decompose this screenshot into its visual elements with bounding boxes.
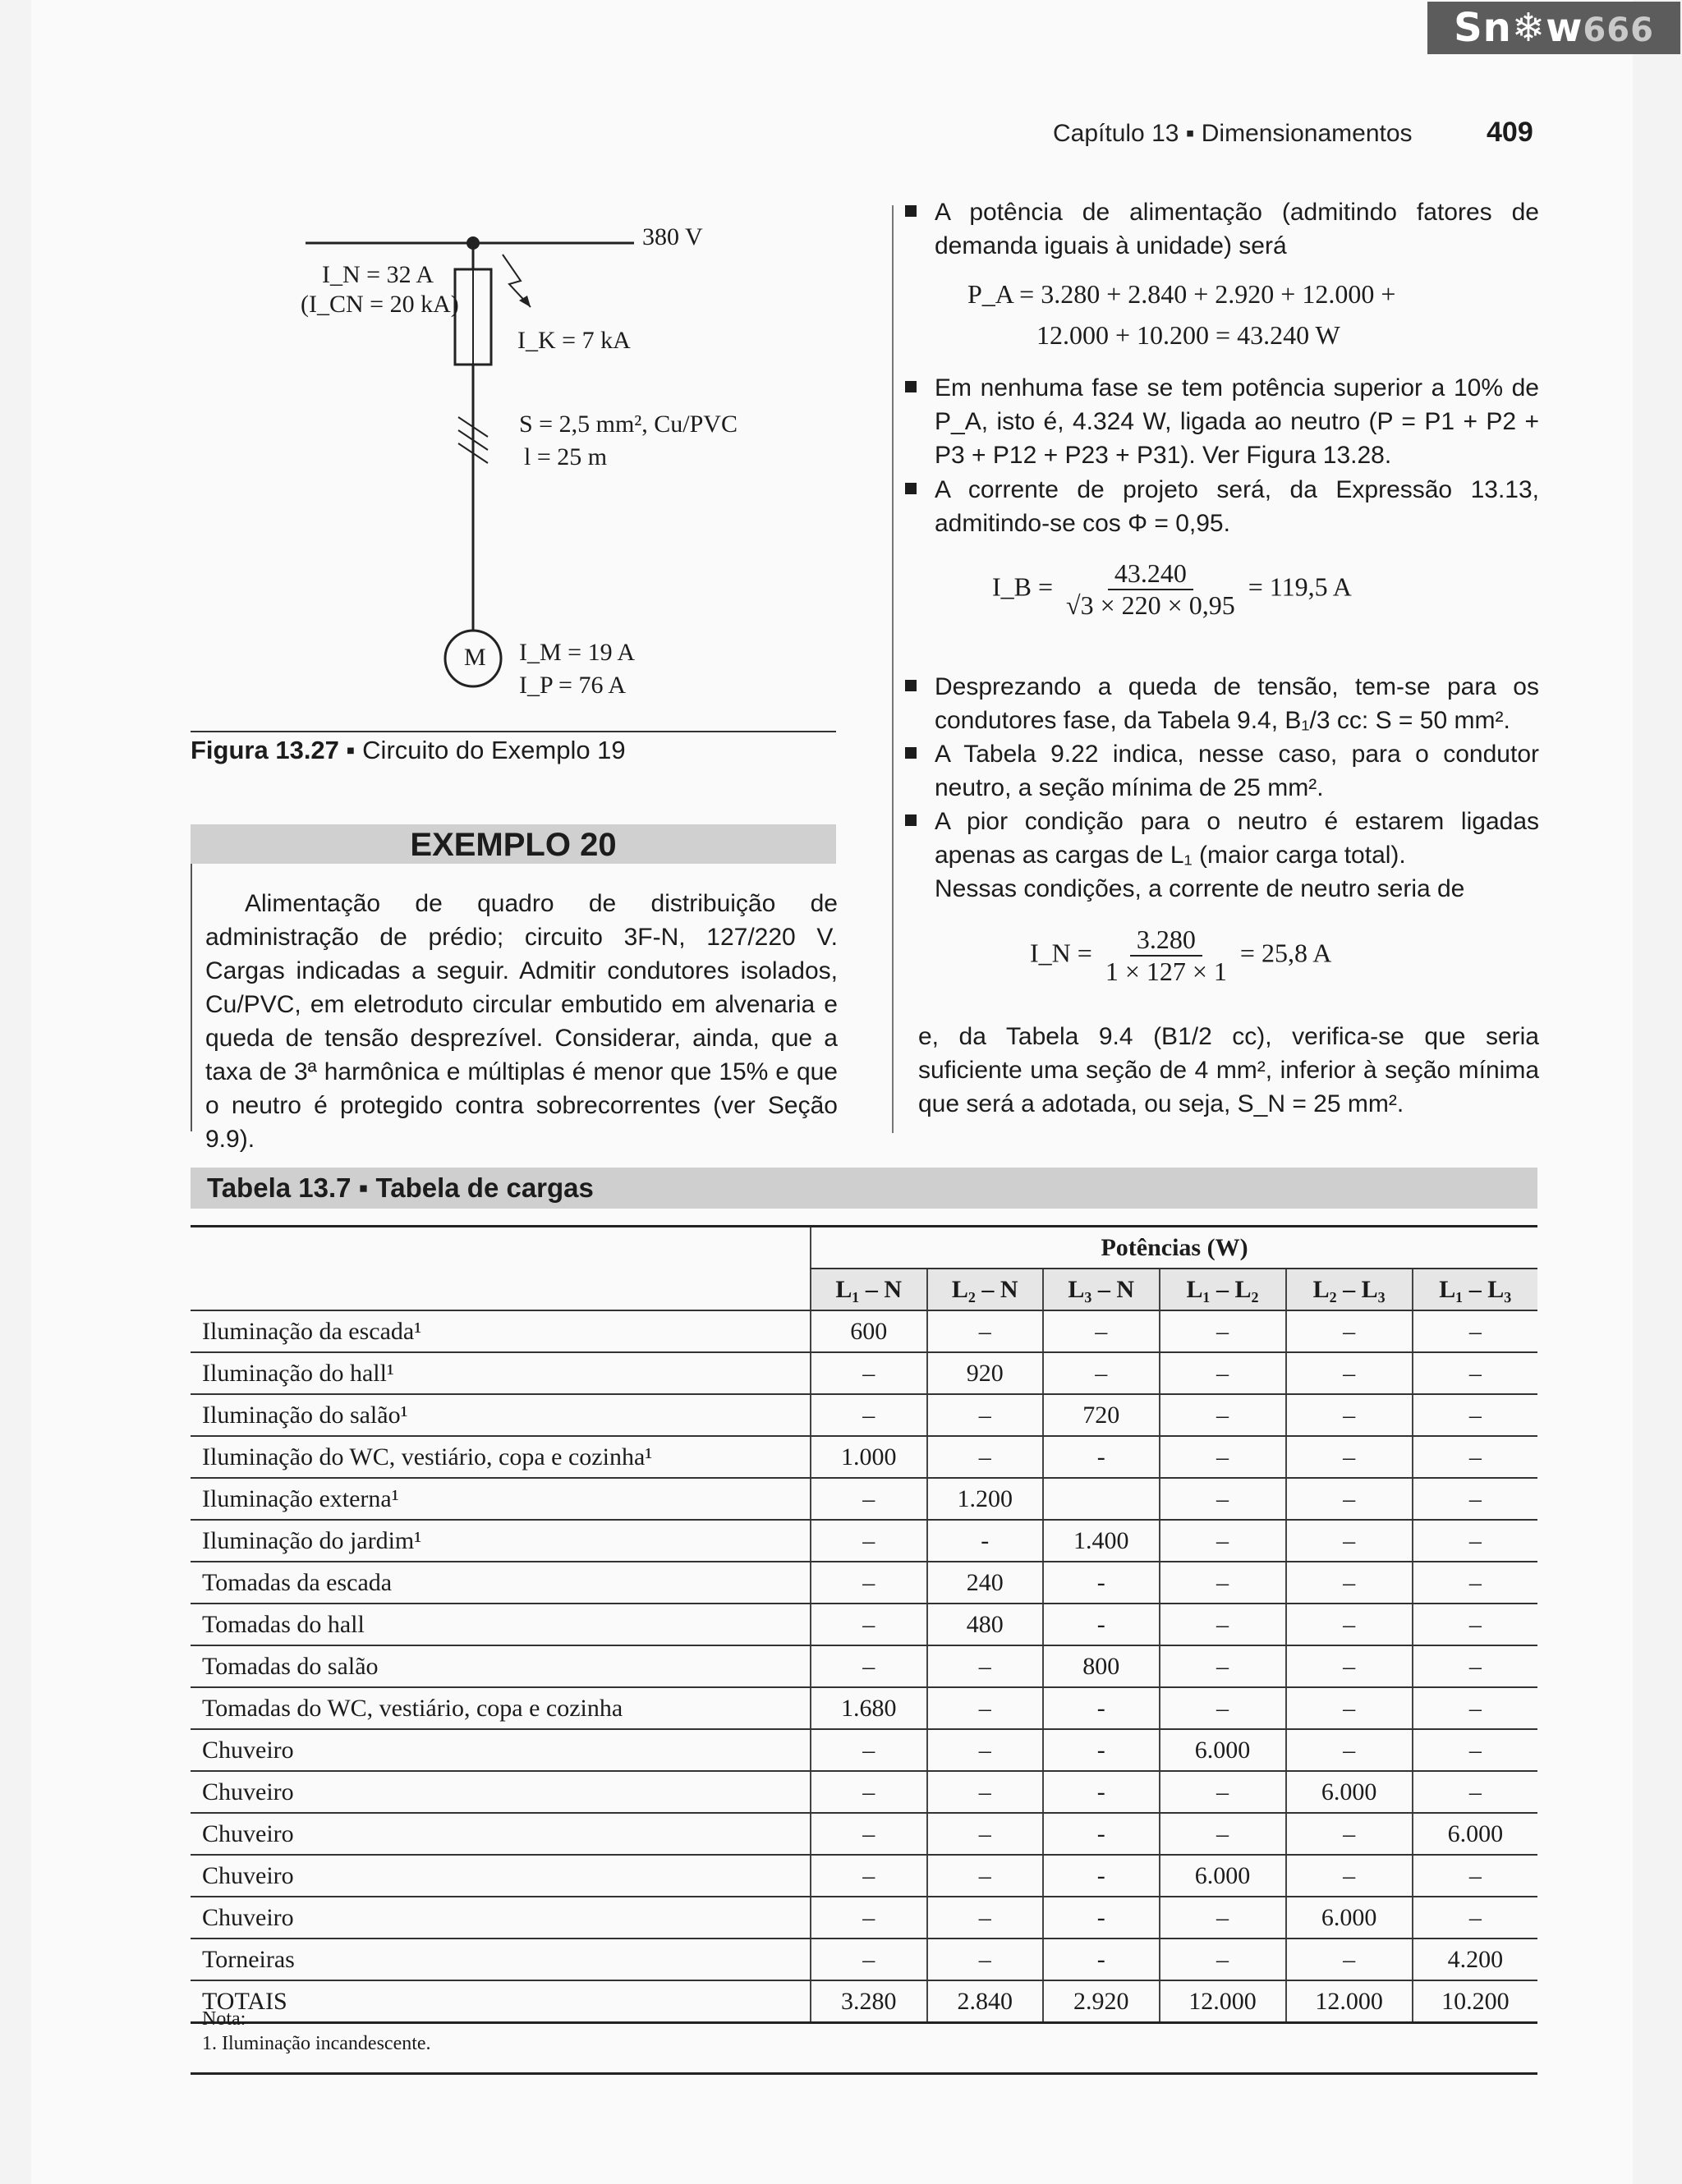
running-head: Capítulo 13 ▪ Dimensionamentos [1053, 120, 1413, 147]
table-row-label: TOTAIS [191, 1980, 811, 2023]
table-note-item: 1. Iluminação incandescente. [202, 2033, 431, 2054]
equation-ib-rhs: = 119,5 A [1248, 571, 1352, 602]
table-cell: - [1043, 1729, 1160, 1771]
table-row [191, 1394, 1537, 1436]
table-cell: – [1413, 1310, 1537, 1352]
table-row [191, 1855, 1537, 1897]
table-cell: – [927, 1687, 1044, 1729]
table-cell: – [1160, 1436, 1286, 1478]
table-cell: – [1160, 1310, 1286, 1352]
equation-in-rhs: = 25,8 A [1239, 938, 1332, 968]
table-cell: – [811, 1939, 927, 1980]
table-cell: – [1413, 1855, 1537, 1897]
table-cell: – [927, 1310, 1044, 1352]
table-cell: 1.000 [811, 1436, 927, 1478]
table-cell: 6.000 [1286, 1897, 1413, 1939]
table-cell: – [811, 1478, 927, 1520]
table-group-header: Potências (W) [811, 1227, 1537, 1269]
table-title: Tabela 13.7 ▪ Tabela de cargas [207, 1172, 594, 1203]
table-cell: 6.000 [1286, 1771, 1413, 1813]
bullet-square-icon [905, 814, 917, 826]
table-cell: – [1160, 1771, 1286, 1813]
equation-pa-line2: 12.000 + 10.200 = 43.240 W [1036, 320, 1340, 350]
table-cell: 1.680 [811, 1687, 927, 1729]
table-cell: – [811, 1813, 927, 1855]
table-title-band [191, 1168, 1537, 1209]
table-cell: – [1413, 1394, 1537, 1436]
table-row [191, 1729, 1537, 1771]
equation-ib-lhs: I_B = [992, 571, 1054, 602]
table-header-group-row [191, 1227, 1537, 1269]
table-cell: - [1043, 1813, 1160, 1855]
table-row-label: Chuveiro [191, 1729, 811, 1771]
watermark-number: 666 [1583, 11, 1654, 49]
table-cell: – [927, 1645, 1044, 1687]
table-cell: – [811, 1771, 927, 1813]
equation-ib-numerator: 43.240 [1108, 558, 1193, 590]
table-cell: – [1286, 1520, 1413, 1562]
table-cell: – [1286, 1310, 1413, 1352]
table-row-label: Chuveiro [191, 1813, 811, 1855]
snowflake-icon: ❄ [1511, 5, 1546, 51]
table-cell: – [1286, 1436, 1413, 1478]
table-cell: – [1286, 1939, 1413, 1980]
motor-symbol: M [464, 644, 486, 671]
table-row [191, 1436, 1537, 1478]
table-row [191, 1897, 1537, 1939]
figure-caption-text: Circuito do Exemplo 19 [362, 736, 626, 764]
table-cell: – [927, 1436, 1044, 1478]
table-cell: 6.000 [1413, 1813, 1537, 1855]
table-row-label: Chuveiro [191, 1771, 811, 1813]
bullet-neutral-section: A Tabela 9.22 indica, nesse caso, para o condutor neutro, a seção mínima de 25 mm². [905, 737, 1539, 805]
table-cell: – [1413, 1562, 1537, 1604]
table-cell: - [1043, 1771, 1160, 1813]
figure-rule [191, 731, 836, 732]
table-row-label: Iluminação do jardim¹ [191, 1520, 811, 1562]
table-cell: – [927, 1771, 1044, 1813]
column-divider [892, 205, 894, 1133]
table-cell: – [1286, 1394, 1413, 1436]
conclusion-paragraph: e, da Tabela 9.4 (B1/2 cc), verifica-se que seria suficiente uma seção de 4 mm², inferior à seção mínima que será a adotada, ou seja, S_N = 25 mm². [918, 1023, 1539, 1117]
example-title: EXEMPLO 20 [191, 824, 836, 864]
table-cell: – [1043, 1310, 1160, 1352]
table-cell: – [811, 1855, 927, 1897]
table-cell: - [1043, 1855, 1160, 1897]
table-row [191, 1310, 1537, 1352]
table-cell: – [811, 1394, 927, 1436]
table-cell: 800 [1043, 1645, 1160, 1687]
equation-ib [992, 558, 1352, 621]
in-label: I_N = 32 A [322, 261, 434, 288]
table-cell: – [1413, 1771, 1537, 1813]
table-row [191, 1604, 1537, 1645]
bullet-square-icon [905, 483, 917, 494]
table-cell: – [1286, 1352, 1413, 1394]
table-cell: – [1286, 1604, 1413, 1645]
table-note [202, 2007, 431, 2056]
table-cell: - [1043, 1562, 1160, 1604]
table-cell: – [1160, 1687, 1286, 1729]
table-cell: – [811, 1604, 927, 1645]
table-cell: – [811, 1729, 927, 1771]
equation-pa-line1: P_A = 3.280 + 2.840 + 2.920 + 12.000 + [967, 279, 1396, 309]
ik-label: I_K = 7 kA [517, 327, 631, 354]
watermark-text: Sn [1454, 5, 1512, 51]
table-row [191, 1645, 1537, 1687]
voltage-label: 380 V [642, 223, 703, 250]
example-paragraph: Alimentação de quadro de distribuição de administração de prédio; circuito 3F-N, 127/220 V. Cargas indicadas a seguir. Admitir condutores isolados, Cu/PVC, em eletroduto circular embutido em alvenaria e queda de tensão desprezível. Considerar, ainda, que a taxa de 3ª harmônica e múltiplas é menor que 15% e que o neutro é protegido contra sobrecorrentes (ver Seção 9.9). [205, 890, 838, 1153]
table-cell: – [811, 1562, 927, 1604]
table-cell: - [1043, 1436, 1160, 1478]
table-cell: – [1160, 1562, 1286, 1604]
bullet-phase-conductor: Desprezando a queda de tensão, tem-se para os condutores fase, da Tabela 9.4, B₁/3 cc: S = 50 mm². [905, 670, 1539, 737]
table-cell: - [1043, 1939, 1160, 1980]
table-cell: 240 [927, 1562, 1044, 1604]
figure-caption-number: Figura 13.27 [191, 736, 339, 764]
table-column-header: L₁ – L₂ [1160, 1269, 1286, 1310]
table-cell: – [1160, 1604, 1286, 1645]
table-row [191, 1520, 1537, 1562]
table-cell: – [1043, 1352, 1160, 1394]
equation-in-fraction [1099, 925, 1234, 987]
equation-ib-fraction [1059, 558, 1242, 621]
bullet-square-icon [905, 747, 917, 759]
table-cell: – [1286, 1645, 1413, 1687]
icn-label: (I_CN = 20 kA) [301, 291, 459, 318]
table-cell: 10.200 [1413, 1980, 1537, 2023]
table-cell: – [927, 1729, 1044, 1771]
bullet-square-icon [905, 381, 917, 392]
table-cell: - [1043, 1897, 1160, 1939]
table-row [191, 1352, 1537, 1394]
table-cell: – [927, 1855, 1044, 1897]
equation-in-lhs: I_N = [1030, 938, 1092, 968]
table-row-label: Tomadas do WC, vestiário, copa e cozinha [191, 1687, 811, 1729]
table-cell: – [1413, 1478, 1537, 1520]
bullet-neutral-power: Em nenhuma fase se tem potência superior a 10% de P_A, isto é, 4.324 W, ligada ao neutro (P = P1 + P2 + P3 + P12 + P23 + P31). Ver Figura 13.28. [905, 371, 1539, 472]
neutral-current-intro: Nessas condições, a corrente de neutro seria de [935, 875, 1465, 902]
ip-label: I_P = 76 A [519, 672, 626, 699]
table-cell: – [1286, 1562, 1413, 1604]
table-cell: 720 [1043, 1394, 1160, 1436]
table-cell: – [1413, 1687, 1537, 1729]
length-label: l = 25 m [524, 443, 608, 470]
table-cell: 480 [927, 1604, 1044, 1645]
equation-ib-denominator: √3 × 220 × 0,95 [1066, 590, 1235, 620]
table-cell: – [1160, 1394, 1286, 1436]
table-cell: 6.000 [1160, 1855, 1286, 1897]
table-note-title: Nota: [202, 2008, 246, 2030]
table-row-label: Torneiras [191, 1939, 811, 1980]
table-cell: – [927, 1939, 1044, 1980]
table-row [191, 1478, 1537, 1520]
table-cell: – [1413, 1729, 1537, 1771]
table-cell: – [811, 1897, 927, 1939]
equation-in-denominator: 1 × 127 × 1 [1105, 957, 1227, 986]
bullet-worst-condition: A pior condição para o neutro é estarem ligadas apenas as cargas de L₁ (maior carga total). [905, 805, 1539, 872]
table-row [191, 1939, 1537, 1980]
table-row [191, 1771, 1537, 1813]
table-cell: 920 [927, 1352, 1044, 1394]
table-row [191, 1687, 1537, 1729]
table-cell: 2.920 [1043, 1980, 1160, 2023]
table-cell: – [927, 1897, 1044, 1939]
bullet-power: A potência de alimentação (admitindo fatores de demanda iguais à unidade) será [905, 195, 1539, 263]
im-label: I_M = 19 A [519, 639, 636, 666]
bullet-square-icon [905, 680, 917, 691]
table-cell: – [811, 1645, 927, 1687]
table-cell: 12.000 [1160, 1980, 1286, 2023]
table-cell: – [927, 1394, 1044, 1436]
cable-label: S = 2,5 mm², Cu/PVC [519, 411, 738, 438]
table-cell: – [1160, 1645, 1286, 1687]
equation-in [1030, 925, 1331, 987]
bullet-square-icon [905, 205, 917, 217]
table-cell: – [1413, 1604, 1537, 1645]
table-column-header: L₂ – N [927, 1269, 1044, 1310]
table-cell: 4.200 [1413, 1939, 1537, 1980]
table-cell: – [1286, 1478, 1413, 1520]
table-row-label: Iluminação da escada¹ [191, 1310, 811, 1352]
table-cell: 600 [811, 1310, 927, 1352]
table-cell: – [1413, 1436, 1537, 1478]
table-row-label: Tomadas do salão [191, 1645, 811, 1687]
table-bottom-rule [191, 2072, 1537, 2075]
table-row-label: Tomadas do hall [191, 1604, 811, 1645]
table-row-label: Tomadas da escada [191, 1562, 811, 1604]
table-row-label: Chuveiro [191, 1897, 811, 1939]
table-cell: 2.840 [927, 1980, 1044, 2023]
loads-table [191, 1225, 1537, 2024]
table-cell: – [1286, 1813, 1413, 1855]
table-cell: – [1413, 1645, 1537, 1687]
table-row-label: Iluminação do salão¹ [191, 1394, 811, 1436]
table-column-header: L₁ – L₃ [1413, 1269, 1537, 1310]
table-cell: – [1160, 1939, 1286, 1980]
table-row-label: Iluminação externa¹ [191, 1478, 811, 1520]
table-cell: – [927, 1813, 1044, 1855]
table-column-header: L₃ – N [1043, 1269, 1160, 1310]
figure-caption [191, 736, 626, 765]
table-cell: – [1160, 1352, 1286, 1394]
table-cell: - [927, 1520, 1044, 1562]
table-column-header: L₁ – N [811, 1269, 927, 1310]
table-row [191, 1562, 1537, 1604]
table-cell: – [1160, 1897, 1286, 1939]
table-cell: – [1413, 1897, 1537, 1939]
table-cell: – [1413, 1352, 1537, 1394]
equation-in-numerator: 3.280 [1130, 925, 1202, 957]
table-cell: – [1160, 1520, 1286, 1562]
table-row-label: Chuveiro [191, 1855, 811, 1897]
table-cell: – [1286, 1687, 1413, 1729]
table-cell: – [1286, 1855, 1413, 1897]
bullet-design-current: A corrente de projeto será, da Expressão 13.13, admitindo-se cos Φ = 0,95. [905, 473, 1539, 540]
table-column-header: L₂ – L₃ [1286, 1269, 1413, 1310]
table-cell: – [1413, 1520, 1537, 1562]
table-cell: 1.200 [927, 1478, 1044, 1520]
table-cell: 12.000 [1286, 1980, 1413, 2023]
table-cell [1043, 1478, 1160, 1520]
table-cell: - [1043, 1687, 1160, 1729]
table-cell: – [1160, 1813, 1286, 1855]
table-row-label: Iluminação do WC, vestiário, copa e cozinha¹ [191, 1436, 811, 1478]
caption-square-icon: ▪ [346, 736, 356, 764]
table-cell: 3.280 [811, 1980, 927, 2023]
table-row-label: Iluminação do hall¹ [191, 1352, 811, 1394]
table-cell: - [1043, 1604, 1160, 1645]
example-text [205, 887, 838, 1156]
page-number: 409 [1487, 117, 1533, 148]
table-cell: – [1286, 1729, 1413, 1771]
table-cell: – [811, 1520, 927, 1562]
table-row [191, 1813, 1537, 1855]
table-column-header-row [191, 1269, 1537, 1310]
watermark-text-2: w [1546, 5, 1583, 51]
table-cell: – [811, 1352, 927, 1394]
table-cell: 6.000 [1160, 1729, 1286, 1771]
watermark [1427, 2, 1680, 54]
example-side-bar [191, 864, 192, 1131]
table-cell: – [1160, 1478, 1286, 1520]
table-cell: 1.400 [1043, 1520, 1160, 1562]
